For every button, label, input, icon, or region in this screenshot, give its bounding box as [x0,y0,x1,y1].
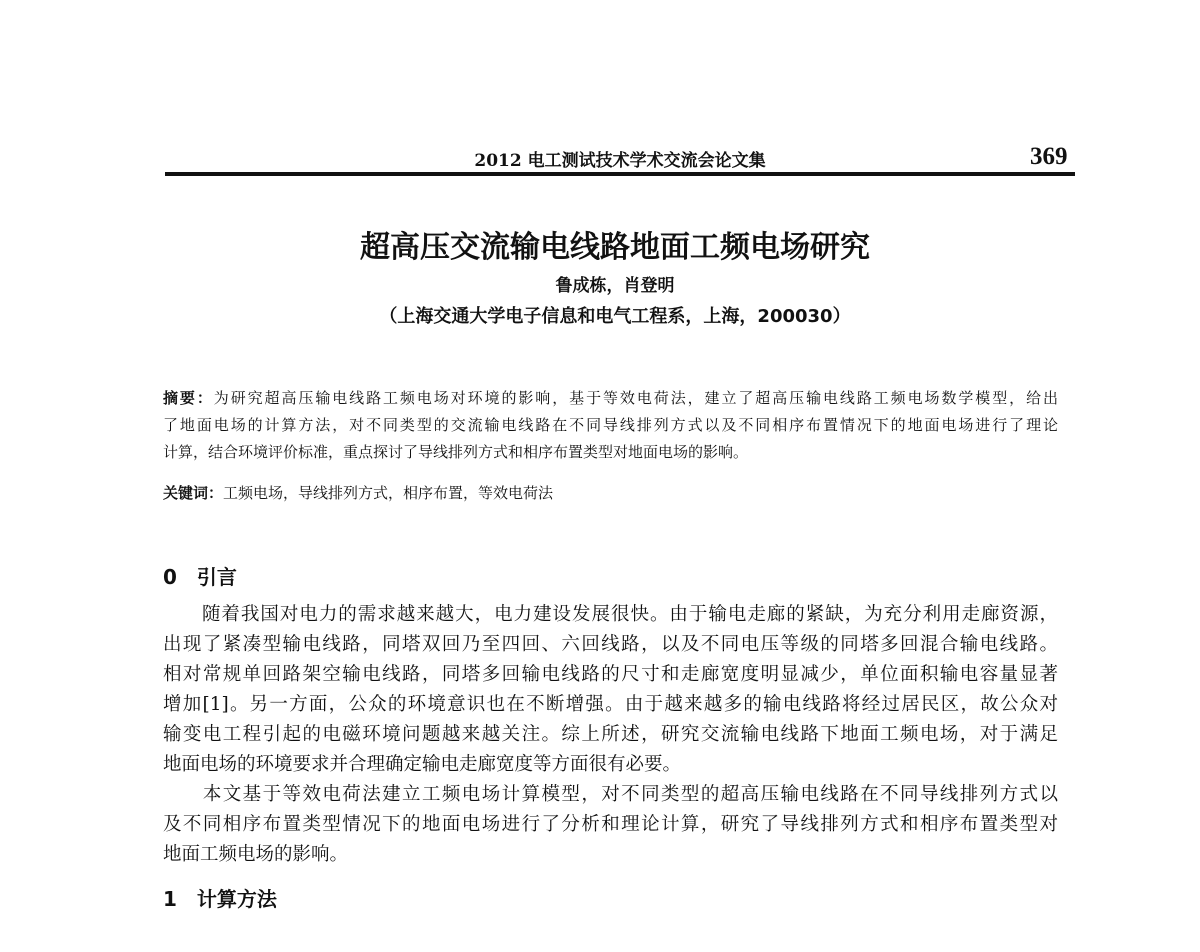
body-line: 及不同相序布置类型情况下的地面电场进行了分析和理论计算，研究了导线排列方式和相序布置类型对 [163,814,1058,835]
body-line: 地面电场的环境要求并合理确定输电走廊宽度等方面很有必要。 [163,754,682,775]
authors: 鲁成栋，肖登明 [555,276,675,296]
paper-title: 超高压交流输电线路地面工频电场研究 [360,230,870,265]
keywords-label: 关键词： [163,484,224,502]
section-heading: 1 计算方法 [163,887,277,911]
abstract-label: 摘要： [163,389,214,407]
abstract-line: 了地面电场的计算方法，对不同类型的交流输电线路在不同导线排列方式以及不同相序布置情况下的地面电场进行了理论 [163,416,1058,434]
body-line: 增加[1]。另一方面，公众的环境意识也在不断增强。由于越来越多的输电线路将经过居民区，故公众对 [163,694,1058,715]
body-line: 出现了紧凑型输电线路，同塔双回乃至四回、六回线路，以及不同电压等级的同塔多回混合输电线路。 [163,634,1058,655]
body-line: 输变电工程引起的电磁环境问题越来越关注。综上所述，研究交流输电线路下地面工频电场，对于满足 [163,724,1058,745]
abstract-text: 为研究超高压输电线路工频电场对环境的影响，基于等效电荷法，建立了超高压输电线路工频电场数学模型，给出 [213,389,1058,407]
affiliation: （上海交通大学电子信息和电气工程系，上海，200030） [379,306,851,327]
body-line: 随着我国对电力的需求越来越大，电力建设发展很快。由于输电走廊的紧缺，为充分利用走廊资源， [163,604,1058,625]
keywords-text: 工频电场，导线排列方式，相序布置，等效电荷法 [223,484,554,502]
keywords [163,482,553,503]
page-number: 369 [1030,143,1068,170]
abstract-line: 计算，结合环境评价标准，重点探讨了导线排列方式和相序布置类型对地面电场的影响。 [163,443,749,461]
abstract-line [163,387,1058,408]
body-line: 本文基于等效电荷法建立工频电场计算模型，对不同类型的超高压输电线路在不同导线排列方式以 [163,784,1058,805]
section-heading: 0 引言 [163,565,237,589]
body-line: 地面工频电场的影响。 [163,844,349,865]
body-line: 相对常规单回路架空输电线路，同塔多回输电线路的尺寸和走廊宽度明显减少，单位面积输电容量显著 [163,664,1058,685]
header-rule [165,172,1075,176]
running-header: 2012 电工测试技术学术交流会论文集 [474,151,766,171]
